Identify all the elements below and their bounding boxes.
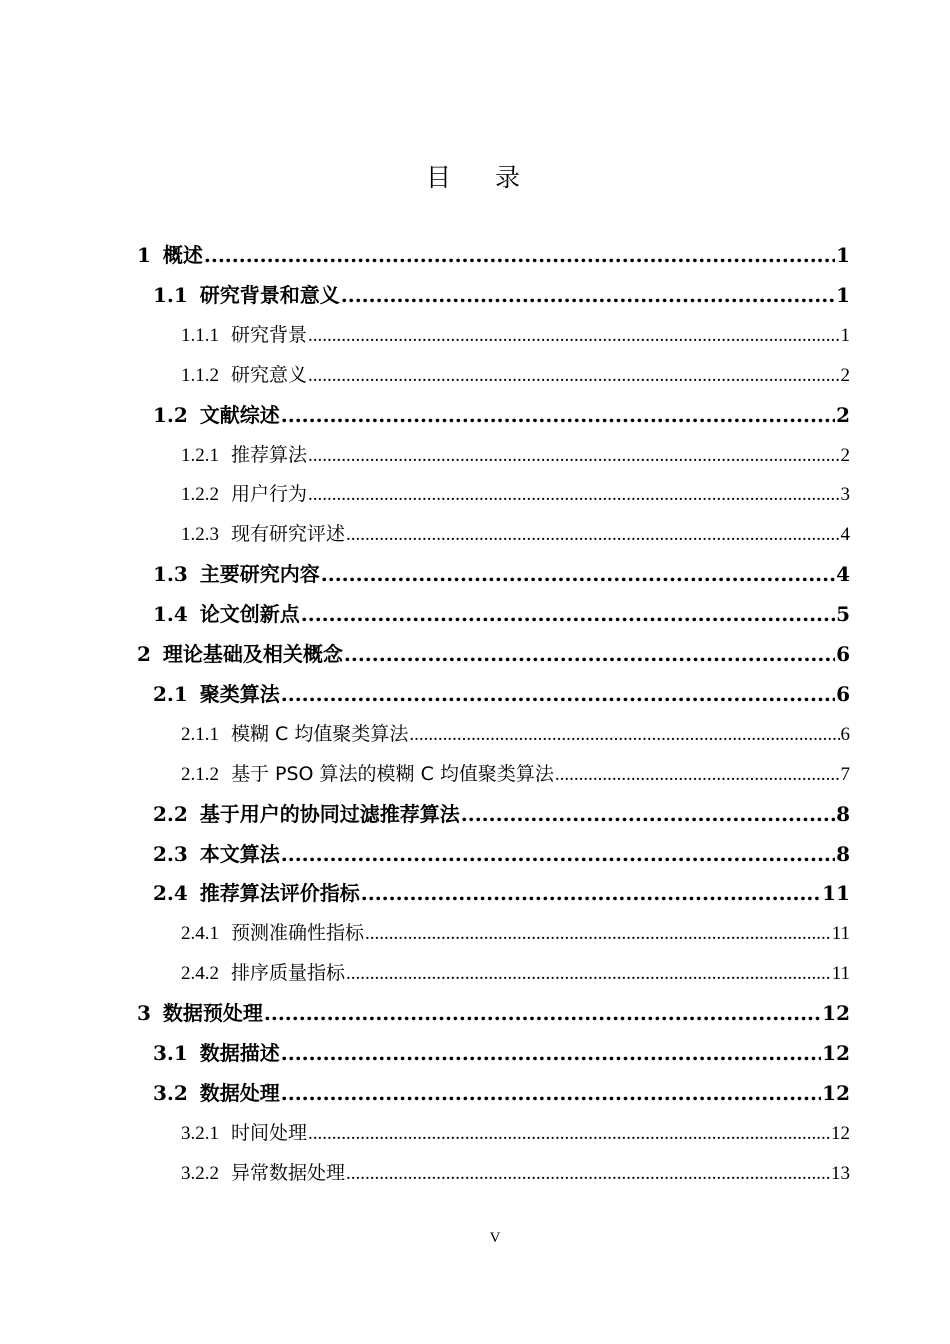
toc-entry[interactable]	[153, 873, 850, 913]
toc-entry-title: 基于 PSO 算法的模糊 C 均值聚类算法	[231, 762, 554, 785]
toc-leader-dots	[365, 914, 831, 954]
toc-entry-title: 推荐算法	[231, 443, 308, 466]
toc-entry-number: 1.4	[153, 602, 188, 627]
toc-entry-number: 1.3	[153, 562, 188, 587]
toc-entry[interactable]	[137, 235, 850, 275]
toc-entry-title: 理论基础及相关概念	[162, 642, 343, 666]
toc-entry[interactable]	[153, 1033, 850, 1073]
toc-entry[interactable]	[181, 474, 850, 514]
toc-entry-title: 研究背景和意义	[199, 282, 340, 307]
toc-entry-page: 11	[831, 963, 850, 985]
toc-leader-dots	[281, 834, 835, 874]
toc-entry-page: 12	[831, 1122, 850, 1144]
toc-entry-page: 12	[822, 1001, 850, 1026]
toc-entry-number: 2.1.1	[181, 723, 219, 745]
toc-entry-title: 预测准确性指标	[231, 922, 365, 945]
toc-leader-dots	[281, 1033, 821, 1073]
toc-entry-number: 1.2	[153, 402, 188, 427]
toc-entry-number: 2.3	[153, 841, 188, 866]
toc-entry-title: 本文算法	[199, 841, 280, 866]
toc-entry-title: 数据预处理	[162, 1001, 263, 1026]
toc-entry[interactable]	[181, 953, 850, 993]
toc-entry[interactable]	[181, 1153, 850, 1193]
toc-leader-dots	[281, 395, 835, 435]
toc-entry-page: 2	[840, 444, 850, 466]
toc-leader-dots	[344, 634, 835, 674]
toc-leader-dots	[346, 515, 839, 555]
toc-entry-page: 4	[836, 562, 850, 587]
toc-entry-page: 8	[836, 841, 850, 866]
toc-entry[interactable]	[181, 315, 850, 355]
toc-entry-page: 11	[822, 881, 850, 906]
toc-entry[interactable]	[137, 634, 850, 674]
toc-entry-number: 2.4.2	[181, 963, 219, 985]
toc-entry-title: 推荐算法评价指标	[199, 881, 360, 906]
toc-entry-title: 用户行为	[231, 483, 308, 506]
toc-leader-dots	[308, 475, 839, 515]
toc-leader-dots	[308, 1114, 830, 1154]
toc-entry-page: 2	[836, 402, 850, 427]
toc-leader-dots	[264, 993, 821, 1033]
toc-entry-page: 12	[822, 1041, 850, 1065]
toc-leader-dots	[281, 1073, 821, 1113]
toc-entry-page: 1	[836, 243, 850, 267]
toc-entry-number: 3	[137, 1001, 151, 1026]
toc-leader-dots	[321, 554, 835, 594]
toc-entry[interactable]	[153, 794, 850, 834]
toc-entry[interactable]	[153, 275, 850, 315]
toc-entry[interactable]	[153, 1073, 850, 1113]
page-title: 目录	[425, 163, 564, 192]
toc-entry[interactable]	[181, 913, 850, 953]
toc-leader-dots	[409, 715, 839, 755]
toc-entry[interactable]	[153, 395, 850, 435]
toc-entry-page: 4	[840, 524, 850, 546]
toc-leader-dots	[281, 674, 835, 714]
toc-leader-dots	[308, 316, 839, 356]
toc-entry-number: 1.1.1	[181, 324, 219, 346]
toc-entry-page: 2	[840, 364, 850, 386]
toc-leader-dots	[204, 235, 835, 275]
toc-entry-number: 2.1.2	[181, 763, 219, 785]
toc-entry[interactable]	[153, 554, 850, 594]
toc-entry-title: 聚类算法	[199, 681, 280, 706]
toc-entry-title: 时间处理	[231, 1121, 308, 1144]
toc-entry-number: 3.2.2	[181, 1162, 219, 1184]
toc-entry-number: 3.2.1	[181, 1122, 219, 1144]
toc-entry-number: 3.2	[153, 1080, 188, 1105]
toc-entry-title: 排序质量指标	[231, 962, 346, 985]
toc-entry-page: 8	[836, 801, 850, 826]
toc-leader-dots	[301, 594, 835, 634]
toc-entry-title: 文献综述	[199, 402, 280, 427]
toc-entry[interactable]	[181, 1113, 850, 1153]
toc-entry-title: 基于用户的协同过滤推荐算法	[199, 801, 460, 826]
toc-entry[interactable]	[181, 435, 850, 475]
toc-entry-title: 异常数据处理	[231, 1161, 346, 1184]
toc-entry-title: 主要研究内容	[199, 562, 320, 587]
toc-entry[interactable]	[153, 834, 850, 874]
toc-entry[interactable]	[181, 355, 850, 395]
toc-leader-dots	[555, 755, 840, 795]
toc-entry-number: 3.1	[153, 1041, 188, 1065]
toc-entry-title: 研究意义	[231, 363, 308, 386]
toc-entry-page: 5	[836, 602, 850, 627]
toc-entry-title: 研究背景	[231, 323, 308, 346]
toc-entry-number: 1.2.3	[181, 524, 219, 546]
toc-entry[interactable]	[181, 514, 850, 554]
toc-entry-page: 3	[840, 484, 850, 506]
toc-entry-page: 12	[822, 1080, 850, 1105]
toc-entry-page: 1	[836, 282, 850, 307]
toc-entry[interactable]	[153, 674, 850, 714]
toc-entry-page: 1	[840, 324, 850, 346]
toc-entry-number: 1.2.2	[181, 484, 219, 506]
toc-entry-number: 1	[137, 243, 151, 267]
toc-entry-page: 6	[836, 681, 850, 706]
toc-entry-title: 数据描述	[199, 1041, 280, 1065]
toc-leader-dots	[308, 436, 839, 476]
toc-entry-number: 2.4.1	[181, 923, 219, 945]
toc-entry-title: 模糊 C 均值聚类算法	[231, 722, 409, 745]
toc-entry-number: 2.4	[153, 881, 188, 906]
toc-entry-title: 数据处理	[199, 1080, 280, 1105]
toc-leader-dots	[346, 954, 831, 994]
toc-leader-dots	[461, 794, 835, 834]
page-number-footer: V	[489, 1230, 501, 1246]
toc-entry-number: 2.2	[153, 801, 188, 826]
toc-entry-page: 11	[831, 923, 850, 945]
toc-entry-page: 7	[840, 763, 850, 785]
toc-entry[interactable]	[181, 714, 850, 754]
toc-entry[interactable]	[181, 754, 850, 794]
toc-entry-title: 概述	[162, 243, 203, 267]
toc-entry-number: 1.1.2	[181, 364, 219, 386]
toc-entry-title: 论文创新点	[199, 602, 300, 627]
toc-entry-page: 13	[831, 1162, 850, 1184]
toc-entry-title: 现有研究评述	[231, 523, 346, 546]
toc-leader-dots	[361, 873, 821, 913]
toc-leader-dots	[341, 275, 835, 315]
toc-entry-number: 2	[137, 642, 151, 666]
toc-entry[interactable]	[137, 993, 850, 1033]
toc-leader-dots	[308, 356, 839, 396]
toc-entry-number: 1.2.1	[181, 444, 219, 466]
toc-entry-page: 6	[840, 723, 850, 745]
toc-entry-page: 6	[836, 642, 850, 666]
toc-entry-number: 2.1	[153, 681, 188, 706]
toc-leader-dots	[346, 1154, 830, 1194]
toc-entry[interactable]	[153, 594, 850, 634]
toc-entry-number: 1.1	[153, 282, 188, 307]
